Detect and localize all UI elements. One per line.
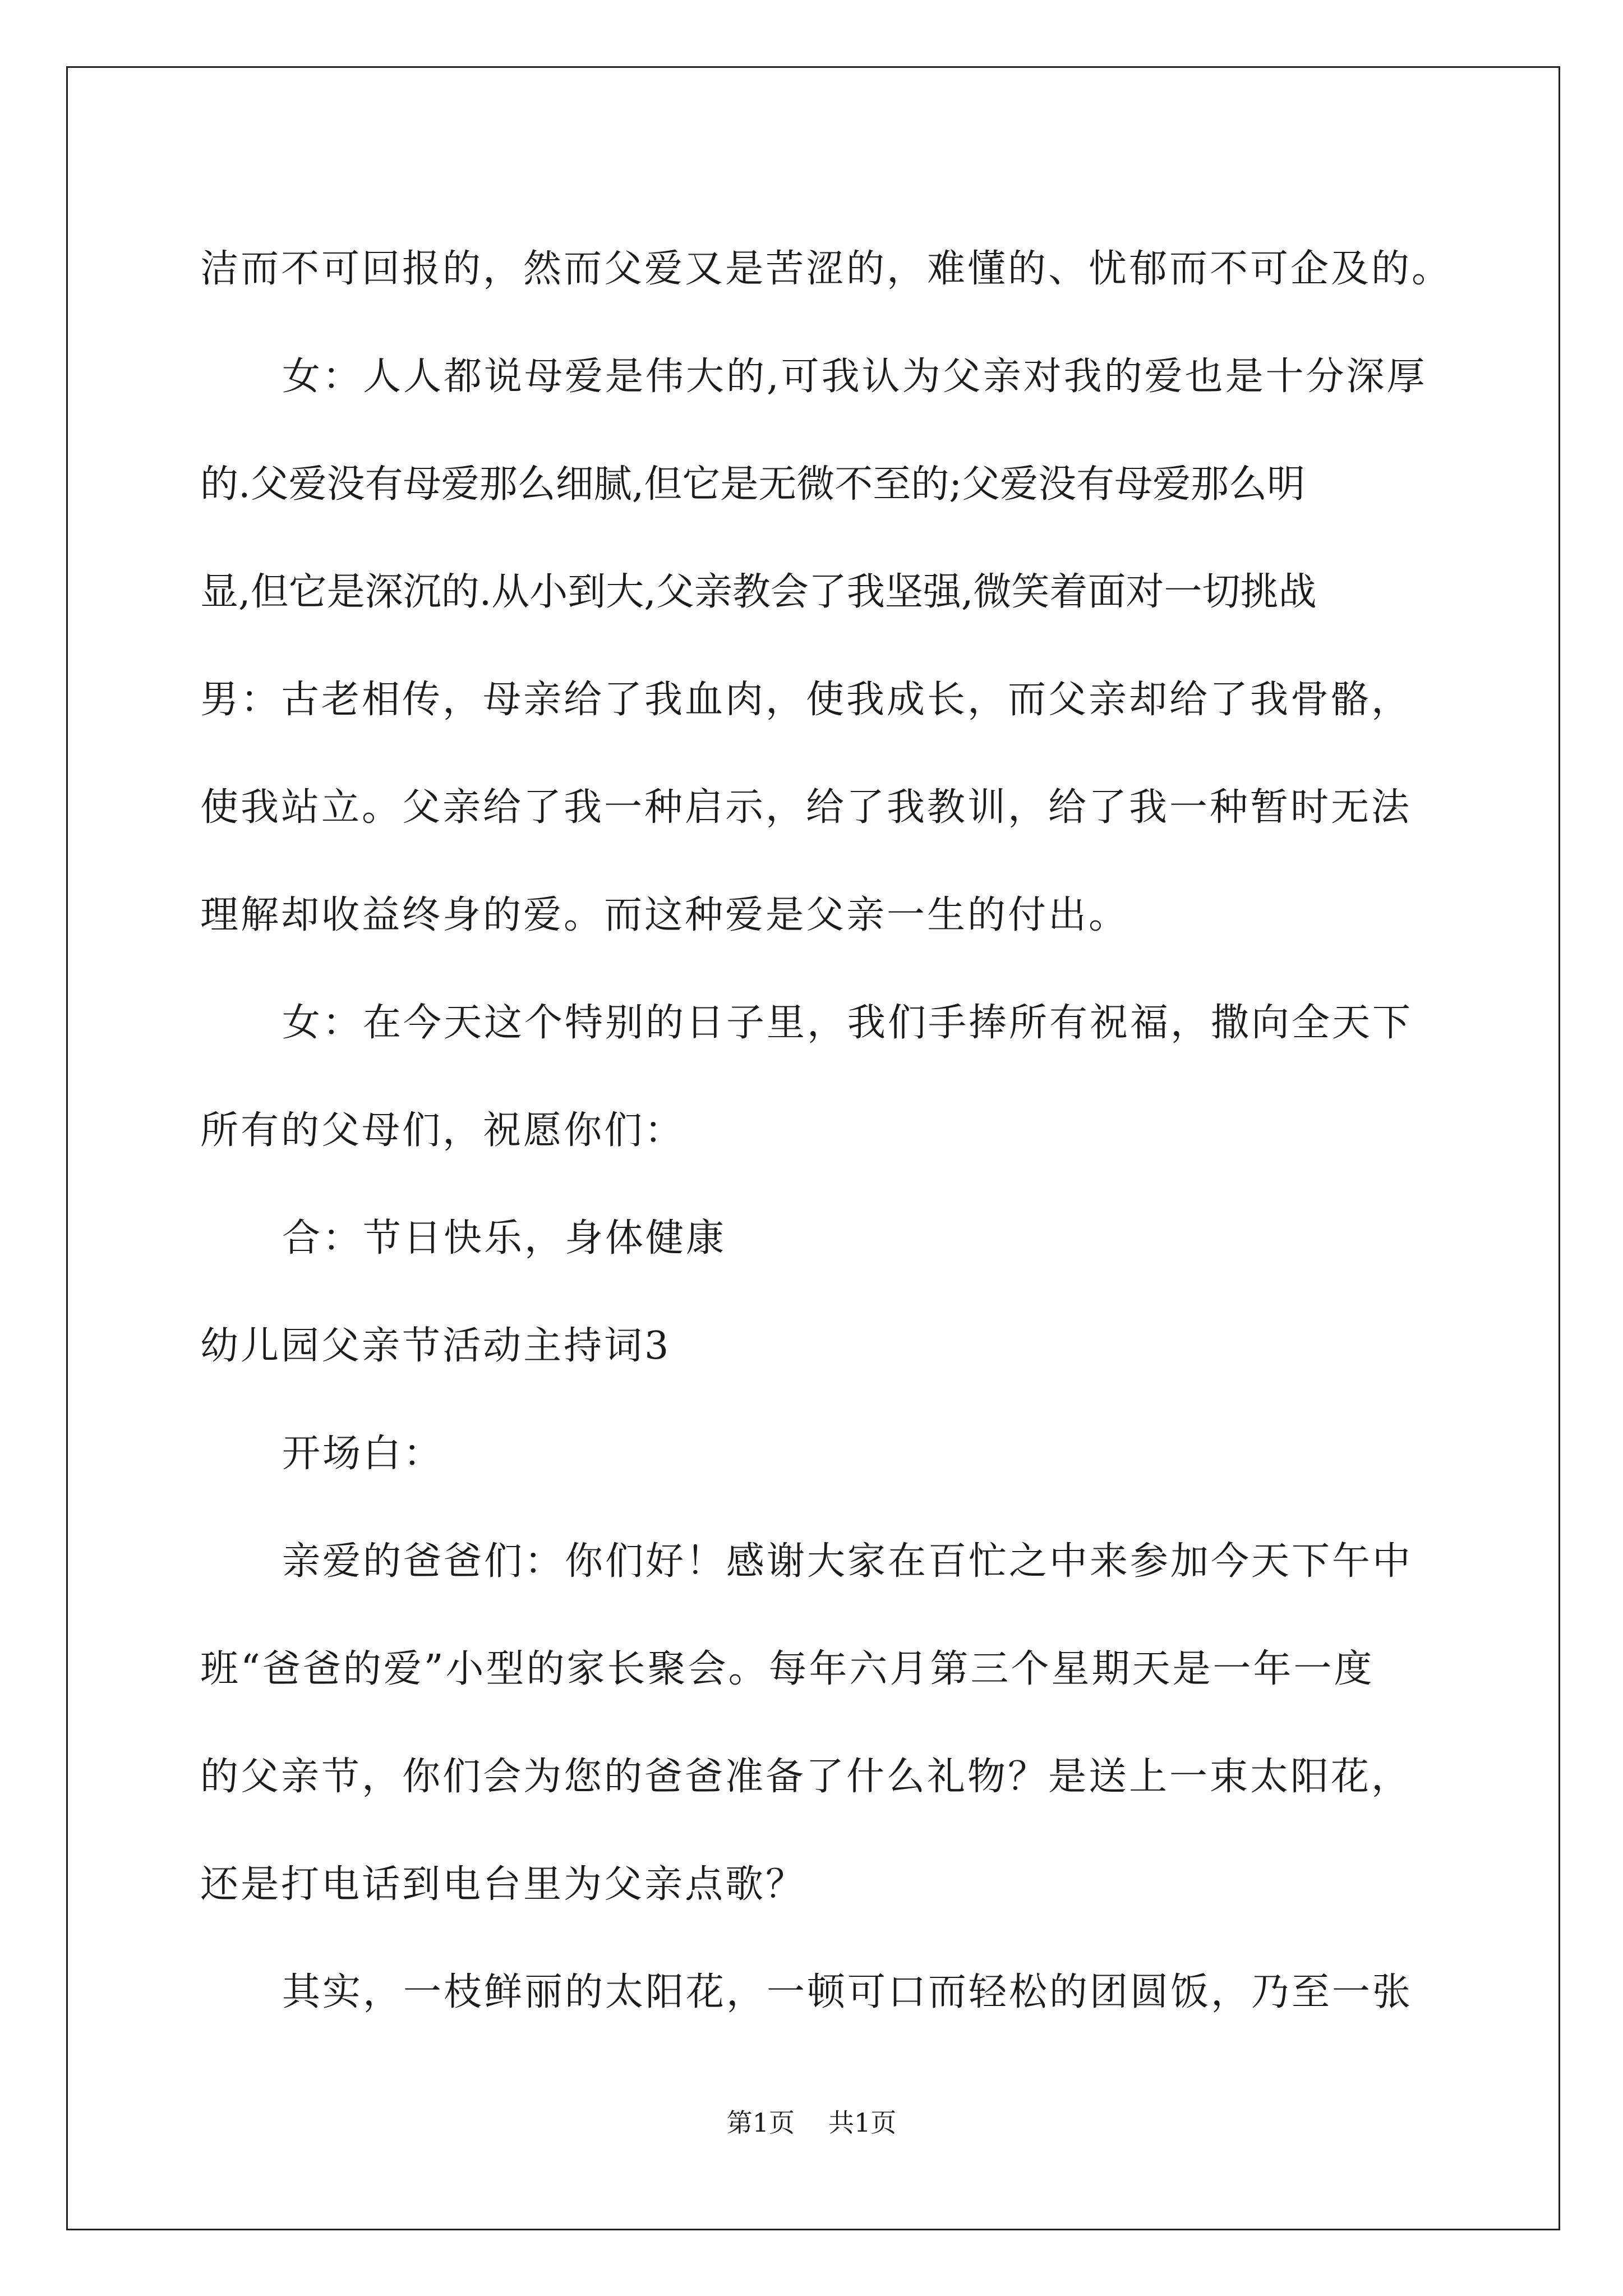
text-line-16: 还是打电话到电台里为父亲点歌？ (200, 1862, 806, 1907)
text-line-13: 亲爱的爸爸们：你们好！感谢大家在百忙之中来参加今天下午中 (282, 1539, 1413, 1584)
text-line-2: 女：人人都说母爱是伟大的,可我认为父亲对我的爱也是十分深厚 (282, 355, 1427, 399)
text-line-7: 理解却收益终身的爱。而这种爱是父亲一生的付出。 (200, 893, 1129, 937)
text-line-9: 所有的父母们，祝愿你们： (200, 1108, 685, 1153)
text-line-12: 开场白： (282, 1432, 444, 1476)
text-line-15: 的父亲节，你们会为您的爸爸准备了什么礼物？是送上一束太阳花， (200, 1755, 1412, 1799)
section-heading: 幼儿园父亲节活动主持词3 (200, 1324, 671, 1368)
text-line-8: 女：在今天这个特别的日子里，我们手捧所有祝福，撒向全天下 (282, 1001, 1413, 1045)
page-total: 共1页 (828, 2108, 897, 2138)
document-body (200, 215, 1456, 2046)
text-line-6: 使我站立。父亲给了我一种启示，给了我教训，给了我一种暂时无法 (200, 785, 1412, 830)
text-line-10: 合：节日快乐，身体健康 (282, 1216, 727, 1260)
page-number: 第1页 (726, 2108, 795, 2138)
text-line-17: 其实，一枝鲜丽的太阳花，一顿可口而轻松的团圆饭，乃至一张 (282, 1970, 1413, 2014)
text-line-4: 显,但它是深沉的.从小到大,父亲教会了我坚强,微笑着面对一切挑战 (200, 570, 1317, 614)
text-line-14: 班“爸爸的爱”小型的家长聚会。每年六月第三个星期天是一年一度 (200, 1647, 1375, 1691)
text-line-1: 洁而不可回报的，然而父爱又是苦涩的，难懂的、忧郁而不可企及的。 (200, 247, 1453, 291)
text-line-5: 男：古老相传，母亲给了我血肉，使我成长，而父亲却给了我骨骼， (200, 678, 1412, 722)
text-line-3: 的.父爱没有母爱那么细腻,但它是无微不至的;父爱没有母爱那么明 (200, 462, 1306, 507)
page-footer (0, 2102, 1623, 2139)
